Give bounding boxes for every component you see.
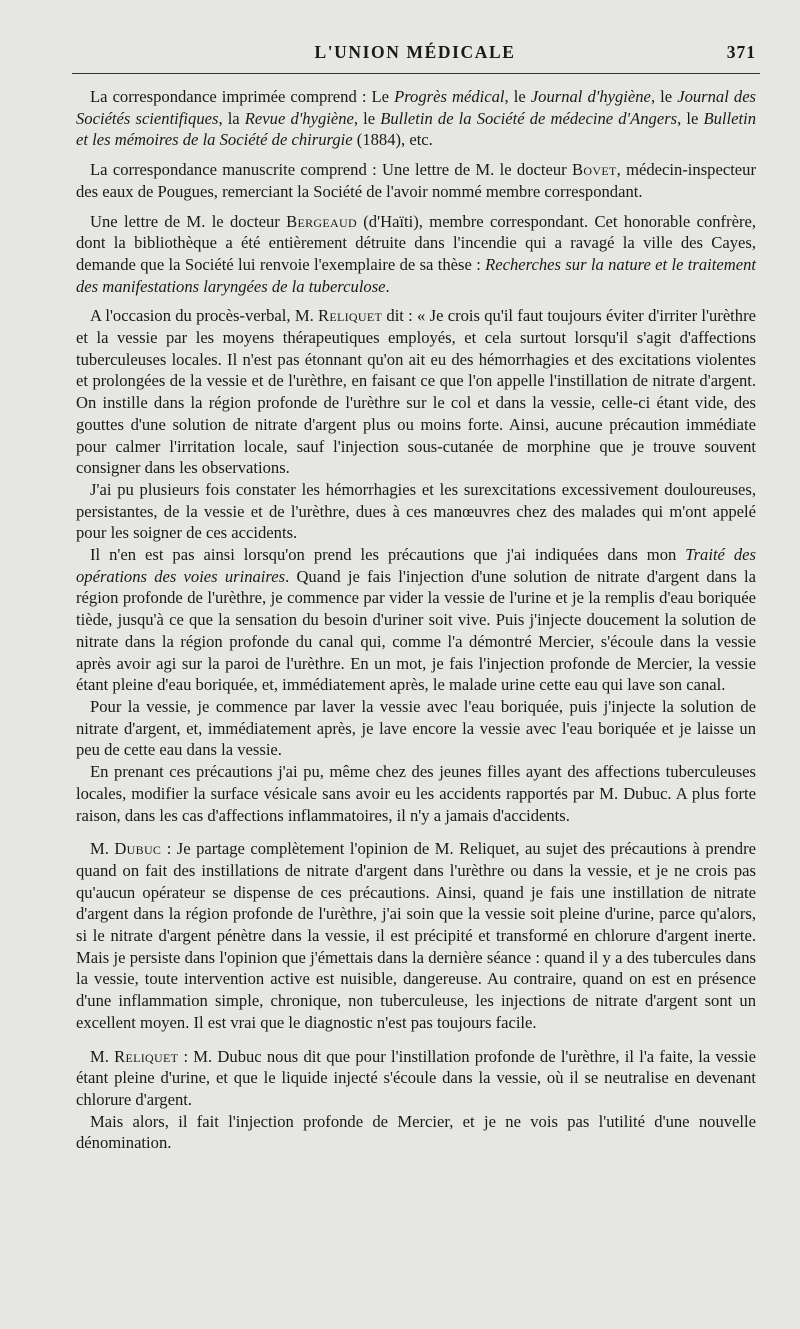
- text-run: J'ai pu plusieurs fois constater les hémorrhagies et les surexcitations excessivement douloureuses, persistantes, de la vessie et de l'urèthre, dues à ces manœuvres chez des malades qui m'ont appelé pour les soigner de ces accidents.: [76, 479, 756, 543]
- page-number: 371: [726, 42, 756, 62]
- italic-title-text: Traité des opérations des voies urinaires: [76, 545, 757, 586]
- person-name: Bovet: [572, 160, 617, 180]
- text-run: La correspondance imprimée comprend : Le: [90, 87, 395, 106]
- paragraph: [76, 1046, 756, 1111]
- person-name: Bergeaud: [286, 211, 357, 231]
- text-run: A l'occasion du procès-verbal, M.: [90, 306, 318, 326]
- text-run: M.: [90, 1046, 115, 1066]
- italic-title-text: Bulletin de la Société de médecine d'Angers: [380, 108, 678, 128]
- running-title: L'UNION MÉDICALE: [314, 42, 516, 62]
- text-run: dit : « Je crois qu'il faut toujours éviter d'irriter l'urèthre et la vessie par les moyens thérapeutiques employés, et cela surtout lorsqu'il s'agit d'affections tuberculeuses locales. Il n'est pas étonnant qu'on ait eu des hémorrhagies et des excitations violentes et prolongées de la vessie et de l'urèthre, en faisant ce que l'on appelle l'instillation de nitrate d'argent. On instille dans la région profonde de l'urèthre sur le col et dans la vessie, celle-ci étant vide, des gouttes d'une solution de nitrate d'argent plus ou moins forte. Ainsi, aucune précaution immédiate pour calmer l'irritation locale, sauf l'injection sous-cutanée de morphine que je trouve souvent consigner dans les observations.: [76, 306, 756, 478]
- text-run: M.: [90, 839, 115, 859]
- italic-title-text: Progrès médical: [394, 87, 505, 106]
- paragraph: [76, 305, 756, 479]
- header-rule: [72, 73, 760, 74]
- text-run: Pour la vessie, je commence par laver la vessie avec l'eau boriquée, puis j'injecte la solution de nitrate d'argent, et, immédiatement après, je lave encore la vessie avec l'eau boriquée et je laisse un peu de cette eau dans la vessie.: [76, 696, 756, 760]
- text-run: : Je partage complètement l'opinion de M. Reliquet, au sujet des précautions à prendre quand on fait des instillations de nitrate d'argent dans l'urèthre ou dans la vessie, et je ne crois pas qu'aucun opérateur se dispense de ces précautions. Ainsi, quand je fais une instillation de nitrate d'argent dans la région profonde de l'urèthre, j'ai soin que la vessie soit pleine d'urine, parce qu'alors, si le nitrate d'argent pénètre dans la vessie, il est précipité et transformé en chlorure d'argent inerte. Mais je persiste dans l'opinion que j'émettais dans la dernière séance : quand il y a des tubercules dans la vessie, toute intervention active est nuisible, dangereuse. Au contraire, quand on est en présence d'une inflammation simple, chronique, non tuberculeuse, les injections de nitrate d'argent sont un excellent moyen. Il est vrai que le diagnostic n'est pas toujours facile.: [76, 839, 756, 1032]
- text-run: En prenant ces précautions j'ai pu, même chez des jeunes filles ayant des affections tuberculeuses locales, modifier la surface vésicale sans avoir eu les accidents rapportés par M. Dubuc. A plus forte raison, dans les cas d'affections inflammatoires, il n'y a jamais d'accidents.: [76, 762, 756, 825]
- text-run: . Quand je fais l'injection d'une solution de nitrate d'argent dans la région profonde de l'urèthre, je commence par vider la vessie de l'urine et je la remplis d'eau boriquée tiède, jusqu'à ce que la sensation du besoin d'uriner soit vive. Puis j'injecte doucement la solution de nitrate dans la région profonde du canal qui, comme l'a démontré Mercier, s'écoule dans la vessie après avoir agi sur la paroi de l'urèthre. En un mot, je fais l'injection profonde de Mercier, la vessie étant pleine d'eau boriquée, et, immédiatement après, le malade urine cette eau qui lave son canal.: [76, 566, 756, 695]
- person-name: Reliquet: [318, 306, 383, 326]
- text-run: La correspondance manuscrite comprend : Une lettre de M. le docteur: [90, 160, 573, 180]
- paragraph: [76, 696, 756, 761]
- italic-title-text: Revue d'hygiène: [244, 108, 354, 128]
- text-run: , le: [504, 87, 531, 106]
- paragraph: [76, 211, 756, 298]
- text-run: , le: [353, 108, 381, 128]
- paragraph: [76, 544, 756, 696]
- paragraph: [76, 479, 756, 544]
- text-run: : M. Dubuc nous dit que pour l'instillation profonde de l'urèthre, il l'a faite, la vessie étant pleine d'urine, et que le liquide injecté s'écoule dans la vessie, où il se neutralise en devenant chlorure d'argent.: [76, 1046, 756, 1109]
- italic-title-text: Journal des Sociétés scientifiques: [76, 87, 757, 128]
- text-run: .: [385, 276, 390, 296]
- text-run: , le: [650, 87, 678, 106]
- paragraph: [76, 1111, 756, 1154]
- paragraph: [76, 159, 756, 202]
- paragraph: [76, 838, 756, 1033]
- italic-title-text: Bulletin et les mémoires de la Société de chirurgie: [76, 108, 757, 150]
- text-run: Une lettre de M. le docteur: [90, 211, 287, 231]
- text-run: Il n'en est pas ainsi lorsqu'on prend les précautions que j'ai indiquées dans mon: [90, 545, 686, 565]
- person-name: Reliquet: [114, 1046, 179, 1066]
- text-run: , la: [218, 108, 245, 128]
- text-run: Mais alors, il fait l'injection profonde de Mercier, et je ne vois pas l'utilité d'une nouvelle dénomination.: [76, 1111, 756, 1153]
- italic-title-text: Journal d'hygiène: [530, 87, 651, 106]
- paragraph: [76, 761, 756, 826]
- running-header: [70, 42, 760, 72]
- text-run: , le: [677, 108, 704, 128]
- person-name: Dubuc: [114, 839, 162, 859]
- article-body: [76, 86, 756, 1154]
- text-run: (d'Haïti), membre correspondant. Cet honorable confrère, dont la bibliothèque a été entièrement détruite dans l'incendie qui a ravagé la ville des Cayes, demande que la Société lui renvoie l'exemplaire de sa thèse :: [76, 211, 756, 274]
- text-run: (1884), etc.: [352, 130, 433, 150]
- text-run: , médecin-inspecteur des eaux de Pougues, remerciant la Société de l'avoir nommé membre correspondant.: [76, 160, 756, 201]
- paragraph: [76, 86, 756, 151]
- italic-title-text: Recherches sur la nature et le traitement des manifestations laryngées de la tuberculose: [76, 254, 756, 296]
